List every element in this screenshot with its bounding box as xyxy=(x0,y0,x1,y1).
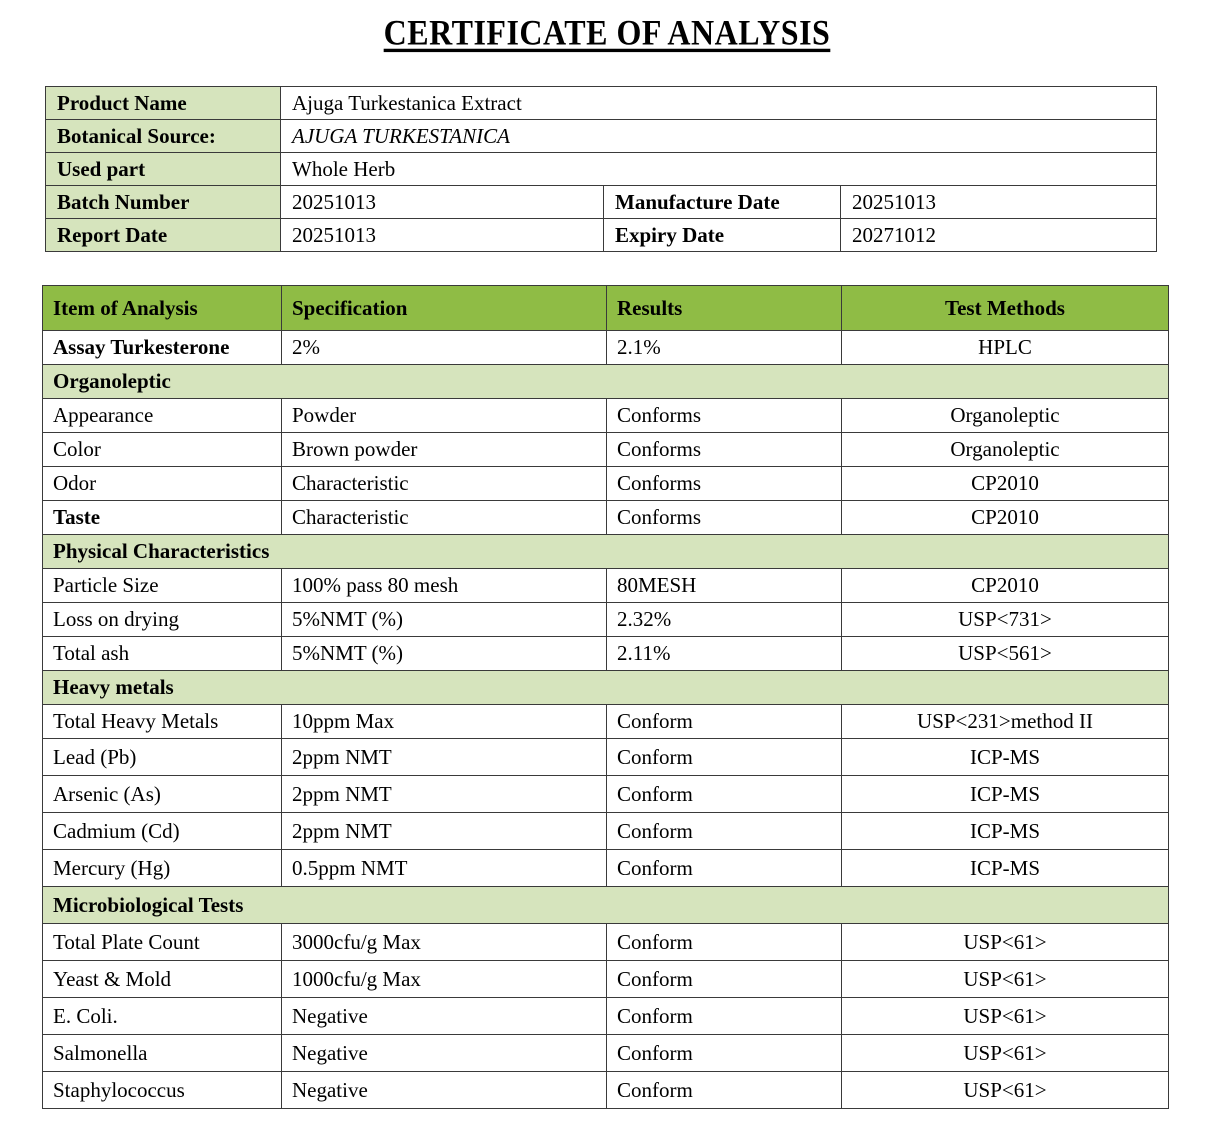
cell-specification: Characteristic xyxy=(282,467,607,501)
section-title: Microbiological Tests xyxy=(43,887,1169,924)
cell-method: USP<561> xyxy=(842,637,1169,671)
cell-item: Mercury (Hg) xyxy=(43,850,282,887)
cell-item: Total Heavy Metals xyxy=(43,705,282,739)
cell-specification: Negative xyxy=(282,1035,607,1072)
cell-result: Conform xyxy=(607,739,842,776)
table-row xyxy=(43,961,1169,998)
cell-specification: 2ppm NMT xyxy=(282,739,607,776)
table-row xyxy=(43,850,1169,887)
table-row xyxy=(43,813,1169,850)
table-row xyxy=(43,637,1169,671)
report-date-value: 20251013 xyxy=(281,219,604,252)
cell-result: Conform xyxy=(607,705,842,739)
document-title: CERTIFICATE OF ANALYSIS xyxy=(383,11,831,53)
section-title: Heavy metals xyxy=(43,671,1169,705)
cell-result: Conform xyxy=(607,776,842,813)
cell-method: USP<231>method II xyxy=(842,705,1169,739)
cell-result: 2.11% xyxy=(607,637,842,671)
cell-method: ICP-MS xyxy=(842,739,1169,776)
assay-result: 2.1% xyxy=(607,331,842,365)
botanical-source-row xyxy=(46,120,1157,153)
section-title: Organoleptic xyxy=(43,365,1169,399)
cell-result: Conform xyxy=(607,961,842,998)
assay-item: Assay Turkesterone xyxy=(43,331,282,365)
expiry-date-label: Expiry Date xyxy=(604,219,841,252)
used-part-value: Whole Herb xyxy=(281,153,1157,186)
cell-specification: Characteristic xyxy=(282,501,607,535)
cell-specification: 0.5ppm NMT xyxy=(282,850,607,887)
used-part-label: Used part xyxy=(46,153,281,186)
cell-method: ICP-MS xyxy=(842,776,1169,813)
section-heavy-metals xyxy=(43,671,1169,705)
cell-method: CP2010 xyxy=(842,569,1169,603)
cell-item: Cadmium (Cd) xyxy=(43,813,282,850)
cell-item: Appearance xyxy=(43,399,282,433)
product-name-value: Ajuga Turkestanica Extract xyxy=(281,87,1157,120)
cell-method: Organoleptic xyxy=(842,433,1169,467)
cell-specification: 100% pass 80 mesh xyxy=(282,569,607,603)
report-date-label: Report Date xyxy=(46,219,281,252)
cell-method: USP<61> xyxy=(842,924,1169,961)
cell-specification: 10ppm Max xyxy=(282,705,607,739)
cell-method: ICP-MS xyxy=(842,850,1169,887)
table-row xyxy=(43,467,1169,501)
cell-method: USP<61> xyxy=(842,998,1169,1035)
cell-specification: Negative xyxy=(282,998,607,1035)
cell-method: USP<61> xyxy=(842,1035,1169,1072)
cell-item: Staphylococcus xyxy=(43,1072,282,1109)
cell-specification: Powder xyxy=(282,399,607,433)
cell-method: CP2010 xyxy=(842,501,1169,535)
cell-item: Loss on drying xyxy=(43,603,282,637)
cell-item: Yeast & Mold xyxy=(43,961,282,998)
cell-result: 80MESH xyxy=(607,569,842,603)
cell-item: Salmonella xyxy=(43,1035,282,1072)
analysis-header-row xyxy=(43,286,1169,331)
product-name-row xyxy=(46,87,1157,120)
cell-specification: 5%NMT (%) xyxy=(282,603,607,637)
cell-result: Conform xyxy=(607,1035,842,1072)
cell-method: ICP-MS xyxy=(842,813,1169,850)
section-title: Physical Characteristics xyxy=(43,535,1169,569)
cell-result: Conform xyxy=(607,850,842,887)
cell-specification: Brown powder xyxy=(282,433,607,467)
cell-item: E. Coli. xyxy=(43,998,282,1035)
batch-number-value: 20251013 xyxy=(281,186,604,219)
cell-specification: Negative xyxy=(282,1072,607,1109)
product-info-table xyxy=(45,86,1157,252)
table-row xyxy=(43,603,1169,637)
cell-specification: 5%NMT (%) xyxy=(282,637,607,671)
cell-method: USP<61> xyxy=(842,961,1169,998)
cell-item: Particle Size xyxy=(43,569,282,603)
cell-method: USP<731> xyxy=(842,603,1169,637)
table-row xyxy=(43,705,1169,739)
cell-result: Conform xyxy=(607,998,842,1035)
cell-result: Conform xyxy=(607,813,842,850)
cell-result: Conform xyxy=(607,924,842,961)
cell-result: Conforms xyxy=(607,399,842,433)
manufacture-date-value: 20251013 xyxy=(841,186,1157,219)
cell-specification: 2ppm NMT xyxy=(282,813,607,850)
cell-specification: 2ppm NMT xyxy=(282,776,607,813)
cell-specification: 1000cfu/g Max xyxy=(282,961,607,998)
cell-item: Total Plate Count xyxy=(43,924,282,961)
cell-item: Color xyxy=(43,433,282,467)
product-name-label: Product Name xyxy=(46,87,281,120)
assay-row xyxy=(43,331,1169,365)
header-item: Item of Analysis xyxy=(43,286,282,331)
table-row xyxy=(43,998,1169,1035)
cell-item: Odor xyxy=(43,467,282,501)
table-row xyxy=(43,1035,1169,1072)
header-specification: Specification xyxy=(282,286,607,331)
section-physical xyxy=(43,535,1169,569)
section-organoleptic xyxy=(43,365,1169,399)
used-part-row xyxy=(46,153,1157,186)
assay-method: HPLC xyxy=(842,331,1169,365)
table-row xyxy=(43,501,1169,535)
batch-row xyxy=(46,186,1157,219)
header-results: Results xyxy=(607,286,842,331)
cell-result: 2.32% xyxy=(607,603,842,637)
cell-item: Lead (Pb) xyxy=(43,739,282,776)
cell-item: Total ash xyxy=(43,637,282,671)
cell-method: CP2010 xyxy=(842,467,1169,501)
section-microbiological xyxy=(43,887,1169,924)
table-row xyxy=(43,399,1169,433)
botanical-source-label: Botanical Source: xyxy=(46,120,281,153)
assay-specification: 2% xyxy=(282,331,607,365)
table-row xyxy=(43,924,1169,961)
cell-method: USP<61> xyxy=(842,1072,1169,1109)
table-row xyxy=(43,739,1169,776)
table-row xyxy=(43,776,1169,813)
cell-method: Organoleptic xyxy=(842,399,1169,433)
manufacture-date-label: Manufacture Date xyxy=(604,186,841,219)
cell-result: Conforms xyxy=(607,433,842,467)
cell-result: Conforms xyxy=(607,501,842,535)
botanical-source-value: AJUGA TURKESTANICA xyxy=(281,120,1157,153)
expiry-date-value: 20271012 xyxy=(841,219,1157,252)
cell-item: Arsenic (As) xyxy=(43,776,282,813)
table-row xyxy=(43,1072,1169,1109)
table-row xyxy=(43,433,1169,467)
header-test-methods: Test Methods xyxy=(842,286,1169,331)
cell-result: Conform xyxy=(607,1072,842,1109)
report-date-row xyxy=(46,219,1157,252)
batch-number-label: Batch Number xyxy=(46,186,281,219)
table-row xyxy=(43,569,1169,603)
cell-result: Conforms xyxy=(607,467,842,501)
analysis-table xyxy=(42,285,1169,1109)
cell-specification: 3000cfu/g Max xyxy=(282,924,607,961)
cell-item: Taste xyxy=(43,501,282,535)
